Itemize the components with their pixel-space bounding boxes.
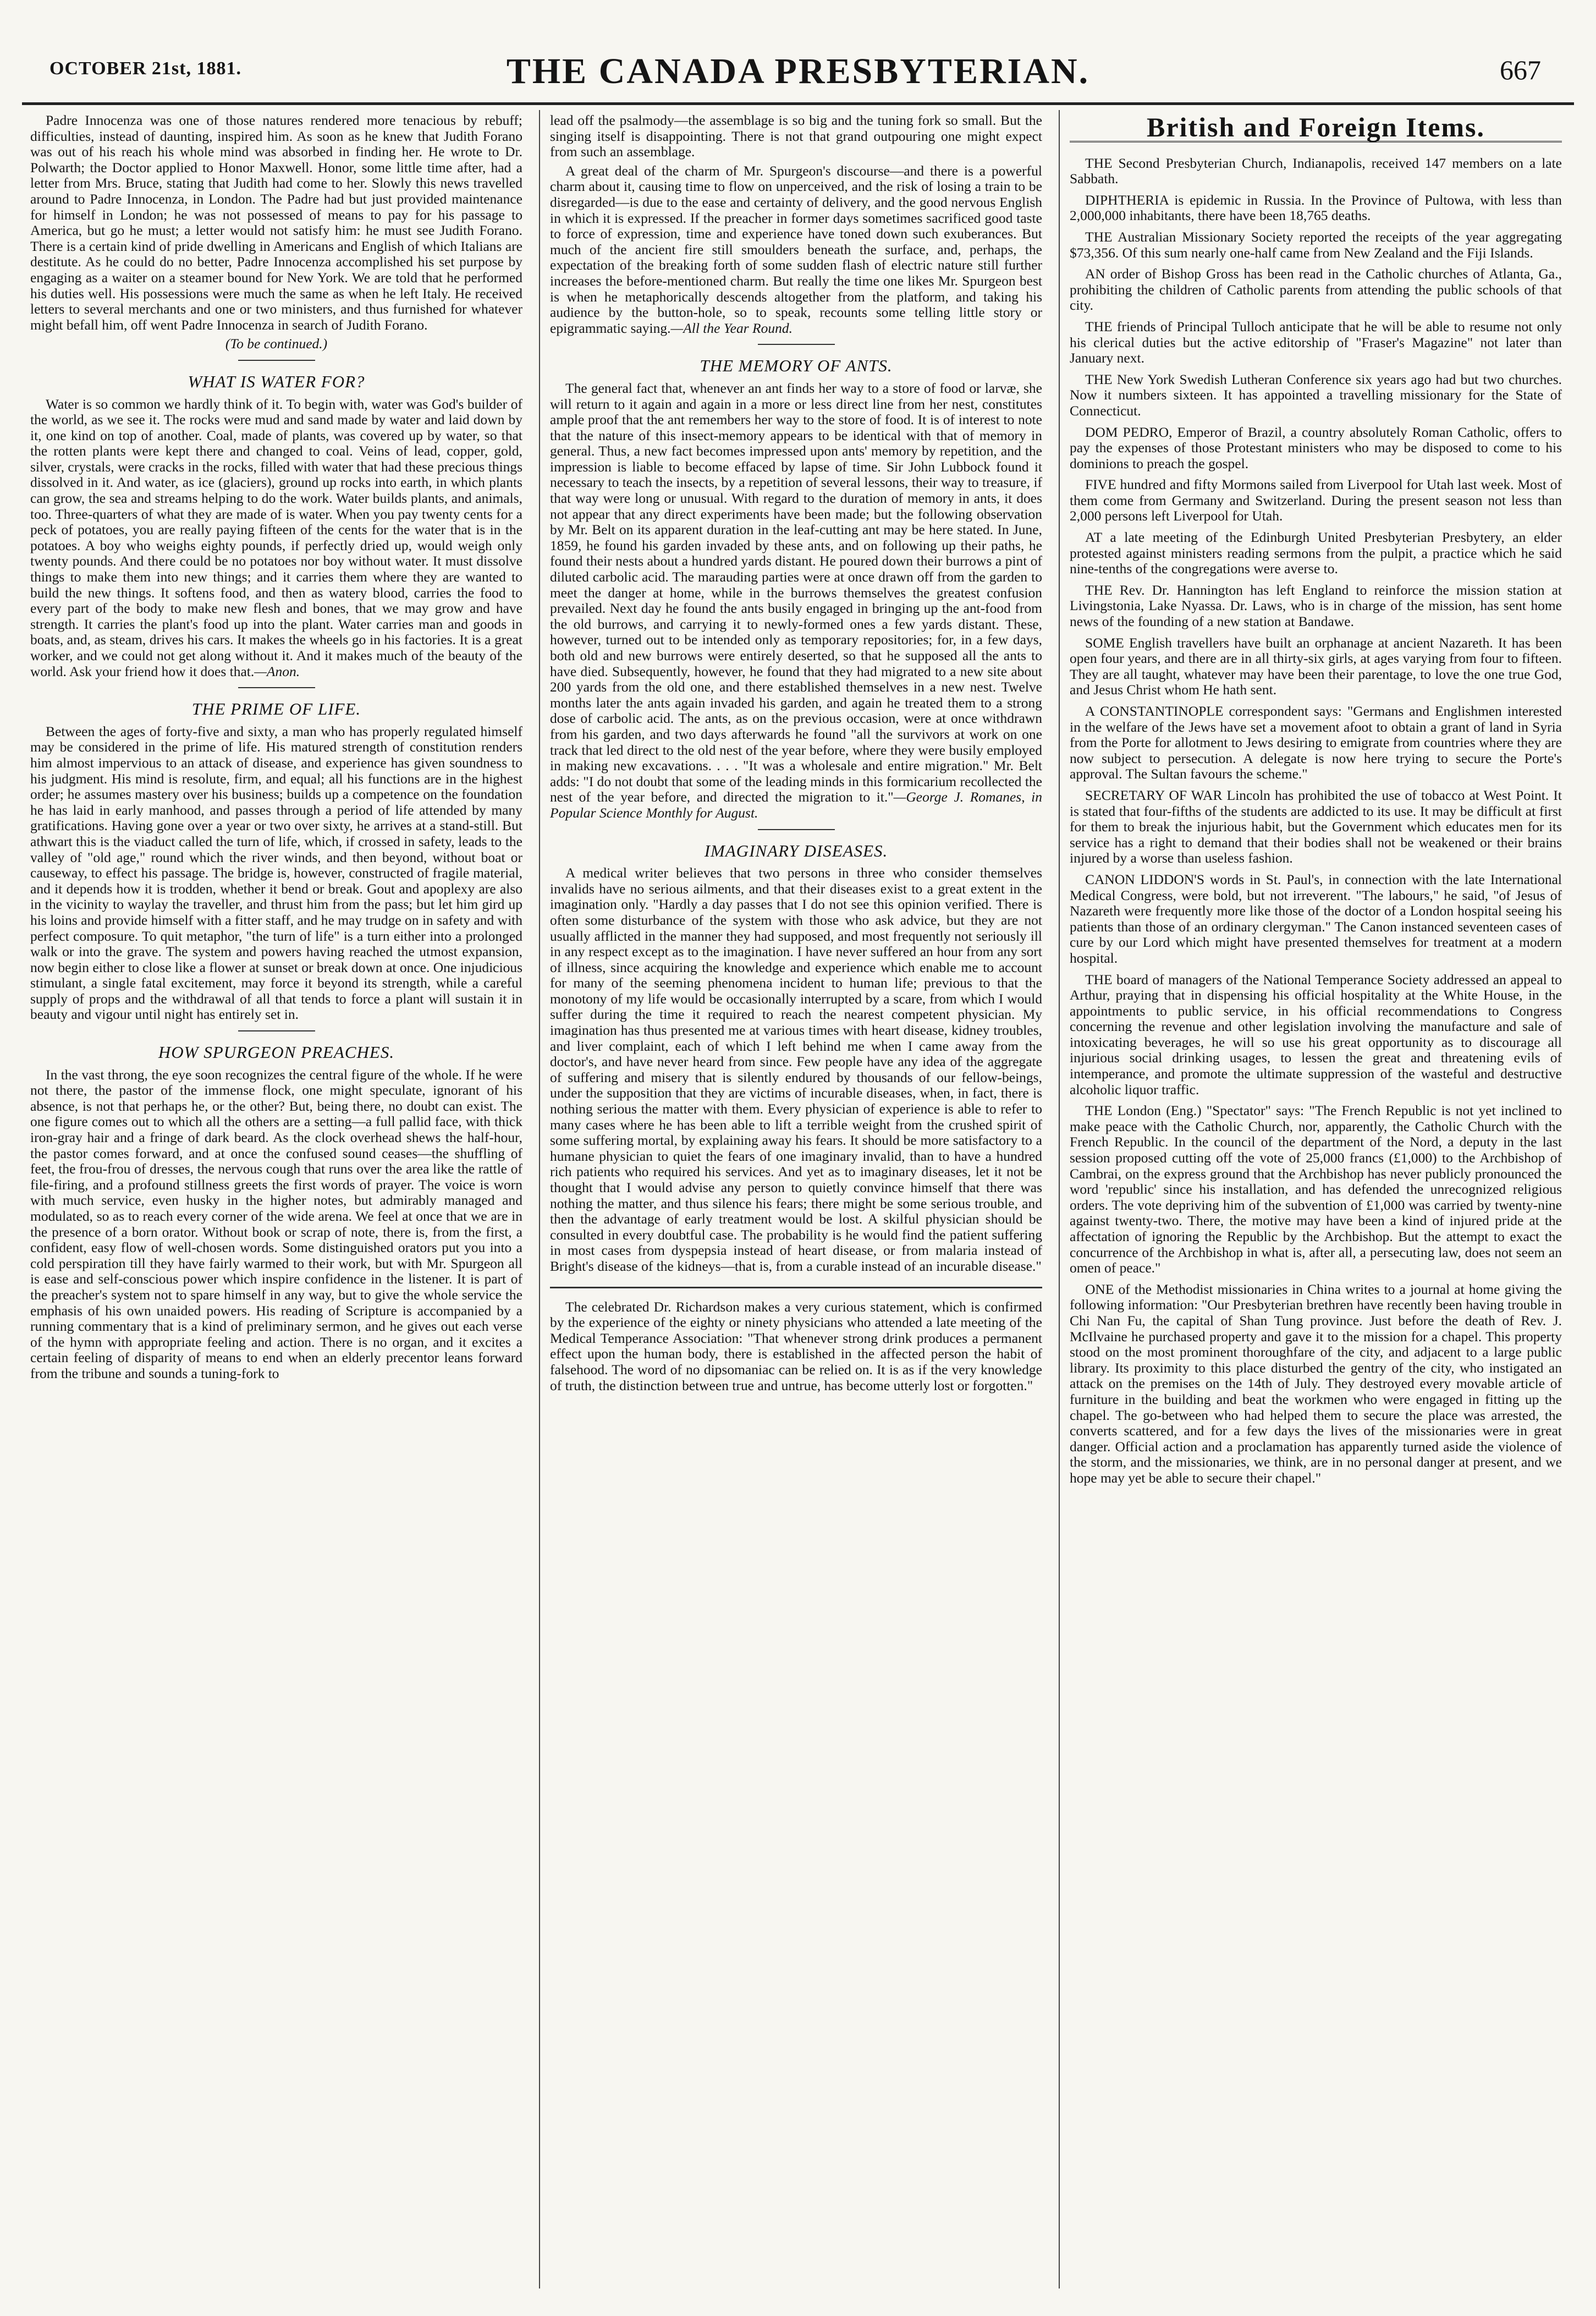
column-3 (1070, 113, 1562, 2288)
article-separator (758, 829, 835, 830)
article-title-spurgeon: HOW SPURGEON PREACHES. (158, 1042, 395, 1062)
news-item: AT a late meeting of the Edinburgh United Presbyterian Presbytery, an elder protested against ministers reading sermons from the pulpit, a practice which he said nine-tenths of the congregations were averse to. (1070, 529, 1562, 577)
article-separator (238, 687, 315, 688)
spurgeon-credit: —All the Year Round. (670, 320, 793, 336)
page-header (22, 51, 1574, 95)
column-1 (30, 113, 522, 2288)
spurgeon-continuation: lead off the psalmody—the assemblage is so big and the tuning fork so small. But the singing itself is disappointing. There is not that grand outpouring one might expect from such an assemblage. (550, 113, 1042, 160)
ants-text: The general fact that, whenever an ant finds her way to a store of food or larvæ, she will return to it again and again in a more or less direct line from her nest, constitutes ample proof that the ant remembers her way to the store of food. It is of interest to note that the nature of this insect-memory appears to be identical with that of memory in general. Thus, a new fact becomes impressed upon ants' memory by repetition, and the impression is liable to become effaced by lapse of time. Sir John Lubbock found it necessary to teach the insects, by a repetition of several lessons, their way to treasure, if that way were long or unusual. With regard to the duration of memory in ants, it does not appear that any direct experiments have been made; but the following observation by Mr. Belt on its apparent duration in the leaf-cutting ant may be here stated. In June, 1859, he found his garden invaded by these ants, and on following up their paths, he found their nests about a hundred yards distant. He poured down their burrows a pint of diluted carbolic acid. The marauding parties were at once drawn off from the garden to meet the danger at home, while in the burrows themselves the greatest confusion prevailed. Next day he found the ants busily engaged in bringing up the ant-food from the old burrows, and carrying it to newly-formed ones a few yards distant. These, however, turned out to be intended only as temporary repositories; for, in a few days, both old and new burrows were entirely deserted, so that he supposed all the ants to have died. Subsequently, however, he found that they had migrated to a new site about 200 yards from the old one, and there established themselves in a new nest. Twelve months later the ants again invaded his garden, and again he treated them to a strong dose of carbolic acid. The ants, as on the previous occasion, were at once withdrawn from his garden, and two days afterwards he found "all the survivors at work on one track that led direct to the old nest of the year before, where they were busily employed in making new excavations. . . . "It was a wholesale and entire migration." Mr. Belt adds: "I do not doubt that some of the leading minds in this formicarium recollected the nest of the year before, and directed the migration to it." (550, 380, 1042, 805)
water-credit: —Anon. (254, 663, 300, 679)
ants-credit: —George J. Romanes, in Popular Science Monthly for August. (550, 789, 1042, 821)
article-separator (238, 1030, 315, 1031)
header-rule (22, 102, 1574, 105)
news-item: THE Australian Missionary Society reported the receipts of the year aggregating $73,356. Of this sum nearly one-half came from New Zealand and the Fiji Islands. (1070, 228, 1562, 261)
article-title-ants: THE MEMORY OF ANTS. (700, 356, 893, 376)
news-item: SECRETARY OF WAR Lincoln has prohibited the use of tobacco at West Point. It is stated that four-fifths of the students are addicted to its use. It may be difficult at first for them to break the injurious habit, but the Government which educates men for its service has a right to demand that their bodies shall not be weakened or their brains injured by a worse than useless fashion. (1070, 787, 1562, 866)
to-be-continued: (To be continued.) (225, 336, 328, 352)
section-title: British and Foreign Items. (1070, 119, 1562, 142)
news-item: THE board of managers of the National Temperance Society addressed an appeal to Arthur, praying that in dispensing his official hospitality at the White House, in the appointments to public service, in his official recommendations to Congress concerning the revenue and other legislation involving the manufacture and sale of intoxicating beverages, he will so use his great opportunity as to discourage all injurious social drinking usages, to lessen the great and threatening evils of intemperance, and promote the ultimate suppression of the wasteful and destructive alcoholic liquor traffic. (1070, 971, 1562, 1097)
article-separator-heavy (550, 1287, 1042, 1288)
news-item: AN order of Bishop Gross has been read in the Catholic churches of Atlanta, Ga., prohibiting the children of Catholic parents from attending the public schools of that city. (1070, 266, 1562, 314)
column-2 (550, 113, 1042, 2288)
article-body-spurgeon: In the vast throng, the eye soon recognizes the central figure of the whole. If he were not there, the pastor of the immense flock, one might speculate, ignorant of his absence, is not that perhaps he, or the other? But, being there, no doubt can exist. The one figure comes out to which all the others are a setting—a full pallid face, with thick iron-gray hair and a fringe of dark beard. As the clock overhead shews the half-hour, the pastor comes forward, and at once the confused sound ceases—the shuffling of feet, the frou-frou of dresses, the nervous cough that runs over the area like the rattle of file-firing, and a profound stillness greets the first words of prayer. The voice is worn with much service, even husky in the higher notes, but admirably managed and modulated, so as to reach every corner of the wide arena. We feel at once that we are in the presence of a born orator. Without book or scrap of note, there is, from the first, a confident, easy flow of well-chosen words. Some distinguished orators put you into a cold perspiration till they have fairly warmed to their work, but with Mr. Spurgeon all is ease and self-conscious power which inspire confidence in the listener. It is part of the preacher's system not to spare himself in any way, but to give the whole service the emphasis of his own unaided powers. His reading of Scripture is accompanied by a running commentary that is a kind of preliminary sermon, and he gives out each verse of the hymn with appropriate feeling and action. There is no organ, and it excites a certain feeling of disparity of means to end when an elderly precentor leans forward from the tribune and sounds a tuning-fork to (30, 1066, 522, 1381)
news-item: DIPHTHERIA is epidemic in Russia. In the Province of Pultowa, with less than 2,000,000 inhabitants, there have been 18,765 deaths. (1070, 191, 1562, 224)
news-item: THE London (Eng.) "Spectator" says: "The French Republic is not yet inclined to make peace with the Catholic Church, nor, apparently, the Catholic Church with the French Republic. In the council of the department of the Nord, a deputy in the last session proposed cutting off the vote of 25,000 francs (£1,000) to the Archbishop of Cambrai, on the express ground that the Archbishop has never publicly pronounced the word 'republic' since his installation, and has defended the unrecognized religious orders. The vote depriving him of the subvention of £1,000 was carried by twenty-nine against twenty-two. There, the motive may have been a kind of injured pride at the affectation of ignoring the Republic by the Archbishop. But the attempt to exact the concurrence of the Archbishop in what is, after all, a persecuting law, does not seem an omen of peace." (1070, 1102, 1562, 1276)
news-item: THE New York Swedish Lutheran Conference six years ago had but two churches. Now it numbers sixteen. It has appointed a travelling missionary for the State of Connecticut. (1070, 371, 1562, 419)
news-item: A CONSTANTINOPLE correspondent says: "Germans and Englishmen interested in the welfare of the Jews have set a movement afoot to obtain a grant of land in Syria from the Porte for allotment to Jews desiring to emigrate from countries where they are now subject to persecution. A delegate is now here trying to secure the Porte's approval. The Sultan favours the scheme." (1070, 703, 1562, 782)
news-item: DOM PEDRO, Emperor of Brazil, a country absolutely Roman Catholic, offers to pay the expenses of those Protestant ministers who may be disposed to come to his dominions to preach the gospel. (1070, 424, 1562, 471)
news-item: THE friends of Principal Tulloch anticipate that he will be able to resume not only his clerical duties but the active editorship of "Fraser's Magazine" not later than January next. (1070, 318, 1562, 366)
news-item: THE Rev. Dr. Hannington has left England to reinforce the mission station at Livingstonia, Lake Nyassa. Dr. Laws, who is in charge of the mission, has sent home news of the founding of a new station at Bandawe. (1070, 581, 1562, 630)
news-item: THE Second Presbyterian Church, Indianapolis, received 147 members on a late Sabbath. (1070, 155, 1562, 187)
article-body-imaginary: A medical writer believes that two persons in three who consider themselves invalids have no serious ailments, and that their diseases exist to a great extent in the imagination only. "Hardly a day passes that I do not see this opinion verified. There is often some disturbance of the system with those who ask advice, but they are not usually afflicted in the manner they had supposed, and most frequently not seriously ill in any respect except as to the imagination. I have never suffered an hour from any sort of illness, since acquiring the knowledge and experience which enable me to account for many of the seeming phenomena incident to human life; previous to that the monotony of my life would be occasionally interrupted by a scare, from which I would suffer during the time it required to reach the nearest competent physician. My imagination has thus presented me at various times with heart disease, kidney troubles, and liver complaint, each of which I left behind me when I came away from the doctor's, and have never heard from since. Few people have any idea of the aggregate of suffering and misery that is silently endured by thousands of our fellow-beings, under the supposition that they are victims of incurable diseases, when, in fact, there is nothing serious the matter with them. Every physician of experience is able to refer to many cases where he has been able to lift a terrible weight from the crushed spirit of some suffering mortal, by explaining away his fears. It should be more satisfactory to a humane physician to quiet the fears of one imaginary invalid, than to have a hundred rich patients who required his services. And yet as to imaginary diseases, let it not be thought that I would advise any person to quietly convince himself that there was nothing the matter, and thus silence his fears; there might be some serious trouble, and then the advantage of early treatment would be lost. A skilful physician should be consulted in every doubtful case. The probability is he would find the patient suffering in most cases from dyspepsia instead of heart disease, or from malaria instead of Bright's disease of the kidneys—that is, from a curable instead of an incurable disease." (550, 865, 1042, 1274)
column-divider (1059, 110, 1060, 2288)
article-separator (758, 344, 835, 345)
article-body-water (30, 397, 522, 680)
masthead-title: THE CANADA PRESBYTERIAN. (506, 51, 1090, 91)
column-divider (539, 110, 540, 2288)
news-item: CANON LIDDON'S words in St. Paul's, in connection with the late International Medical Congress, were bold, but not irreverent. "The labours," he said, "of Jesus of Nazareth were frequently more like those of the doctor of a London hospital seeing his patients than those of an ordinary clergyman." The Canon instanced seventeen cases of cure by our Lord which might have presented themselves for treatment at a modern hospital. (1070, 871, 1562, 966)
article-body-richardson: The celebrated Dr. Richardson makes a very curious statement, which is confirmed by the experience of the eighty or ninety physicians who attended a late meeting of the Medical Temperance Association: "That whenever strong drink produces a permanent effect upon the human body, there is established in the affected person the habit of falsehood. The word of no dipsomaniac can be relied on. It is as if the very knowledge of truth, the distinction between true and untrue, has become utterly lost or forgotten." (550, 1298, 1042, 1393)
article-body-ants (550, 381, 1042, 821)
news-item: SOME English travellers have built an orphanage at ancient Nazareth. It has been open four years, and there are in all thirty-six girls, at ages varying from four to fifteen. They are all taught, whatever may have been their parentage, to love the one true God, and Jesus Christ whom He hath sent. (1070, 634, 1562, 698)
page-number: 667 (1500, 54, 1541, 85)
issue-date: OCTOBER 21st, 1881. (49, 58, 241, 79)
water-text: Water is so common we hardly think of it. To begin with, water was God's builder of the world, as we see it. The rocks were mud and sand made by water and laid down by it, one kind on top of another. Coal, made of plants, was covered up by water, so that the rotten plants were kept there and changed to coal. Veins of lead, copper, gold, silver, crystals, were cracks in the rocks, filled with water that had these precious things dissolved in it. And water, as ice (glaciers), ground up rocks into earth, in which plants can grow, the sea and streams helping to do the work. Water builds plants, and animals, too. Three-quarters of what they are made of is water. When you pay twenty cents for a peck of potatoes, you are really paying fifteen of the cents for the water that is in the potatoes. A boy who weighs eighty pounds, if perfectly dried up, would weigh only twenty pounds. And there could be no potatoes nor boy without water. It must dissolve things to make them into new things; and it carries them where they are wanted to build the new things. It softens food, and then as watery blood, carries the food to every part of the body to make new flesh and bones, that we may grow and have strength. It carries the plant's food up into the plant. Water carries man and goods in boats, and, as steam, drives his cars. It makes the wheels go in his factories. It is a great worker, and we could not get along without it. And it makes much of the beauty of the world. Ask your friend how it does that. (30, 396, 522, 679)
story-continuation: Padre Innocenza was one of those natures rendered more tenacious by rebuff; difficulties, instead of daunting, inspired him. As soon as he knew that Judith Forano was out of his reach his whole mind was absorbed in finding her. He wrote to Dr. Polwarth; the Doctor applied to Honor Maxwell. Honor, some little time after, had a letter from Mrs. Bruce, stating that Judith had come to her. Slowly this news travelled around to Padre Innocenza, in London. The Padre had but just provided maintenance for himself in London; he was not possessed of means to pay for his passage to America, but go he must; a letter would not satisfy him: he must see Judith Forano. There is a certain kind of pride dwelling in Americans and English of which Italians are destitute. As he could do no better, Padre Innocenza accomplished his set purpose by engaging as a waiter on a steamer bound for New York. We are told that he performed his duties well. His possessions were much the same as when he left Italy. He received letters to several merchants and one or two ministers, and thus furnished for whatever might befall him, off went Padre Innocenza in search of Judith Forano. (30, 113, 522, 333)
spurgeon-text-2: A great deal of the charm of Mr. Spurgeon's discourse—and there is a powerful charm about it, causing time to flow on unperceived, and the risk of losing a train to be disregarded—is due to the ease and certainty of delivery, and the good nervous English in which it is expressed. If the preacher in former days sometimes sacrificed good taste to force of expression, time and experience have toned down such exuberances. But much of the ancient fire still smoulders beneath the surface, and, perhaps, the expectation of the breaking forth of some sudden flash of electric nature still further increases the before-mentioned charm. But really the time one likes Mr. Spurgeon best is when he metaphorically descends altogether from the platform, and taking his audience by the button-hole, so to speak, recounts some telling little story or epigrammatic saying. (550, 162, 1042, 336)
spurgeon-continuation-2 (550, 163, 1042, 337)
news-item: FIVE hundred and fifty Mormons sailed from Liverpool for Utah last week. Most of them come from Germany and Switzerland. During the present season not less than 2,000 persons left Liverpool for Utah. (1070, 476, 1562, 524)
news-item: ONE of the Methodist missionaries in China writes to a journal at home giving the following information: "Our Presbyterian brethren have recently been having trouble in Chi Nan Fu, the capital of Shan Tung province. Just before the death of Rev. J. McIlvaine he purchased property and gave it to the mission for a chapel. This property stood on the most prominent thoroughfare of the city, and adjacent to a large public library. Its proximity to this place disturbed the gentry of the city, who instigated an attack on the premises on the 14th of July. They destroyed every movable article of furniture in the building and beat the workmen who were engaged in fitting up the chapel. The go-between who had helped them to secure the place was arrested, the converts scattered, and for a few days the lives of the missionaries were in great danger. Official action and a proclamation has apparently turned aside the violence of the storm, and the missionaries, we think, are in no personal danger at present, and we hope may yet be able to secure their chapel." (1070, 1281, 1562, 1486)
article-separator (238, 360, 315, 361)
article-title-prime: THE PRIME OF LIFE. (191, 699, 361, 719)
article-title-water: WHAT IS WATER FOR? (188, 371, 365, 391)
article-body-prime: Between the ages of forty-five and sixty, a man who has properly regulated himself may be considered in the prime of life. His matured strength of constitution renders him almost impervious to an attack of disease, and experience has given soundness to his judgment. His mind is resolute, firm, and equal; all his functions are in the highest order; he assumes mastery over his business; builds up a competence on the foundation he has laid in early manhood, and passes through a period of life attended by many gratifications. Having gone over a year or two over sixty, he arrives at a stand-still. But athwart this is the viaduct called the turn of life, which, if crossed in safety, leads to the valley of "old age," round which the river winds, and then beyond, without boat or causeway, to effect his passage. The bridge is, however, constructed of fragile material, and it depends how it is trodden, whether it bend or break. Gout and apoplexy are also in the vicinity to waylay the traveller, and thrust him from the pass; but let him gird up his loins and provide himself with a fitter staff, and he may trudge on in safety and with perfect composure. To quit metaphor, "the turn of life" is a turn either into a prolonged walk or into the grave. The system and powers having reached the utmost expansion, now begin either to close like a flower at sunset or break down at once. One injudicious stimulant, a single fatal excitement, may force it beyond its strength, while a careful supply of props and the withdrawal of all that tends to force a plant will sustain it in beauty and vigour until night has entirely set in. (30, 723, 522, 1023)
article-title-imaginary: IMAGINARY DISEASES. (704, 841, 888, 860)
